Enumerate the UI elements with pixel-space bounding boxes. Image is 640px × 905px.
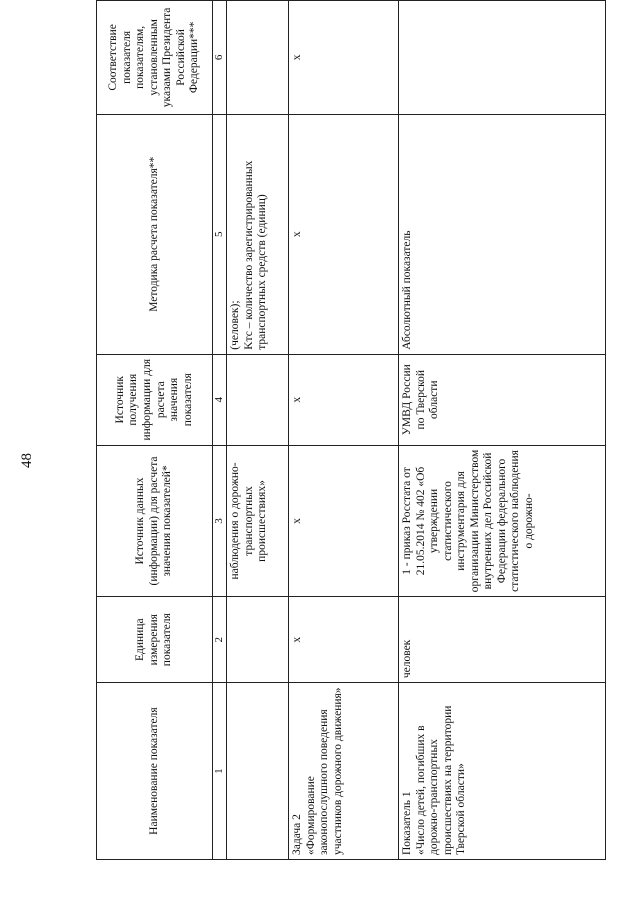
column-number: 6 xyxy=(213,1,227,115)
cell xyxy=(226,1,288,115)
column-header: Источник данных (информации) для расчета значения показателей* xyxy=(97,445,213,597)
cell: х xyxy=(288,597,398,683)
cell: УМВД России по Тверской области xyxy=(398,354,605,445)
cell xyxy=(226,683,288,860)
column-header: Соответствие показателя показателям, установленным указами Президента Российской Федерации*** xyxy=(97,1,213,115)
column-header: Источник получения информации для расчета значения показателя xyxy=(97,354,213,445)
cell: 1 - приказ Росстата от 21.05.2014 № 402 «Об утверждении статистического инструментария для организации Министерством внутренних дел Российской Федерации федерального статистического наблюдения о дорожно- xyxy=(398,445,605,597)
page-number: 48 xyxy=(19,453,35,468)
column-number-row xyxy=(213,1,227,860)
cell xyxy=(398,1,605,115)
column-header: Единица измерения показателя xyxy=(97,597,213,683)
indicator-table xyxy=(96,0,606,860)
column-number: 3 xyxy=(213,445,227,597)
indicator-table-sheet xyxy=(96,0,606,860)
cell: х xyxy=(288,114,398,354)
cell: х xyxy=(288,1,398,115)
cell xyxy=(226,597,288,683)
cell: человек xyxy=(398,597,605,683)
column-header: Наименование показателя xyxy=(97,683,213,860)
cell: (человек); Kтс – количество зарегистрированных транспортных средств (единиц) xyxy=(226,114,288,354)
column-number: 1 xyxy=(213,683,227,860)
table-row xyxy=(288,1,398,860)
cell xyxy=(226,354,288,445)
cell: Показатель 1 «Число детей, погибших в дорожно-транспортных происшествиях на территории Тверской области» xyxy=(398,683,605,860)
column-number: 2 xyxy=(213,597,227,683)
table-row xyxy=(226,1,288,860)
cell: Абсолютный показатель xyxy=(398,114,605,354)
cell: Задача 2 «Формирование законопослушного поведения участников дорожного движения» xyxy=(288,683,398,860)
column-header: Методика расчета показателя** xyxy=(97,114,213,354)
column-number: 5 xyxy=(213,114,227,354)
cell: х xyxy=(288,354,398,445)
column-number: 4 xyxy=(213,354,227,445)
cell: наблюдения о дорожно-транспортных происшествиях» xyxy=(226,445,288,597)
cell: х xyxy=(288,445,398,597)
table-header-row xyxy=(97,1,213,860)
table-row xyxy=(398,1,605,860)
